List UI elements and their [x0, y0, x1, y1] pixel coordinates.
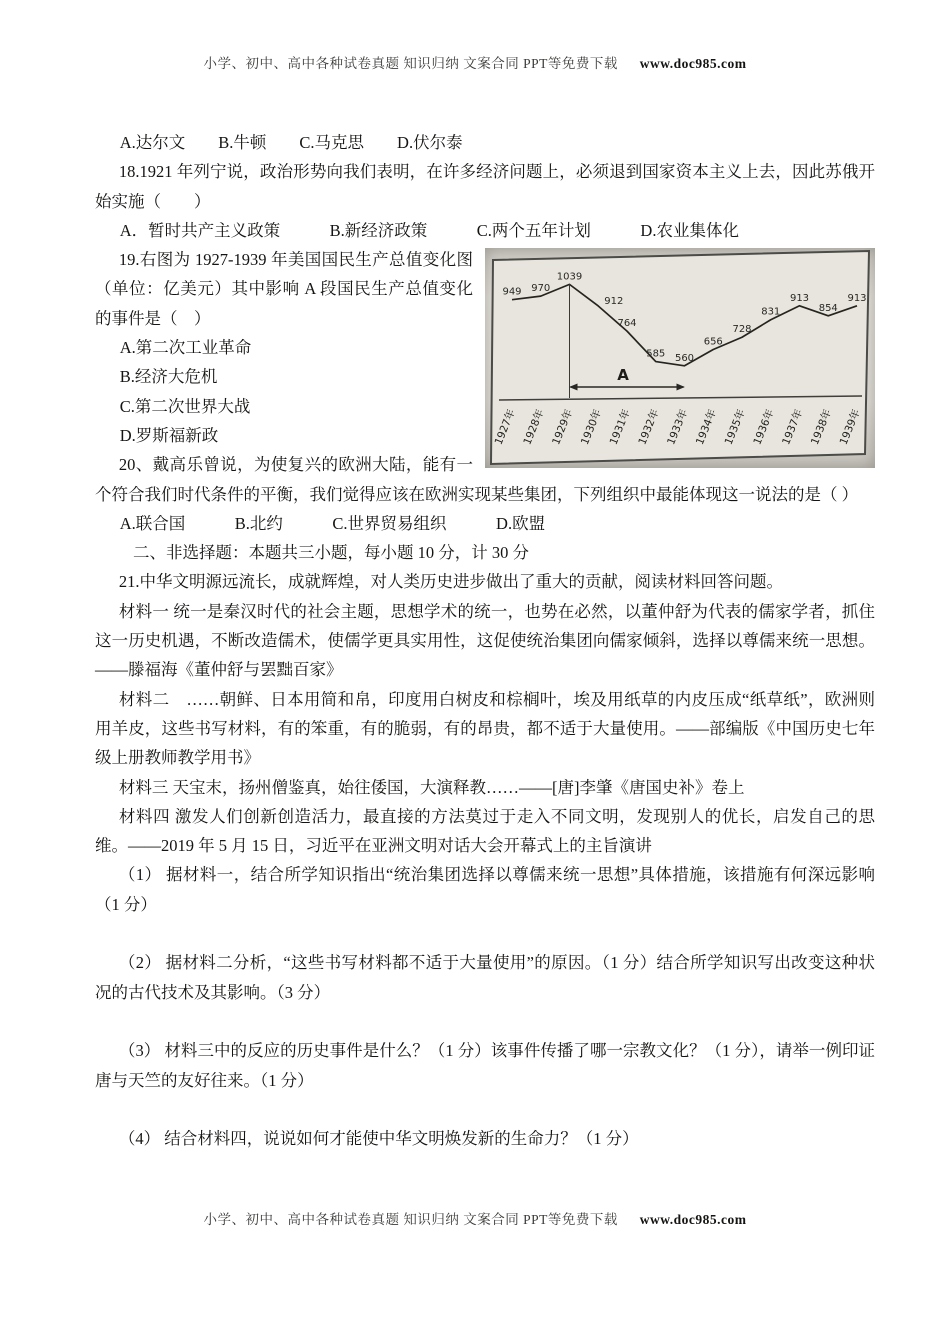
gnp-chart-photo — [485, 248, 875, 468]
q19-option-d: D.罗斯福新政 — [119, 425, 219, 445]
q18-options: A．暂时共产主义政策 B.新经济政策 C.两个五年计划 D.农业集体化 — [119, 220, 739, 240]
svg-text:949: 949 — [502, 286, 522, 298]
svg-text:1933年: 1933年 — [665, 407, 691, 447]
svg-text:1939年: 1939年 — [837, 407, 863, 447]
svg-text:854: 854 — [818, 303, 838, 315]
sub-question-4: （4） 结合材料四，说说如何才能使中华文明焕发新的生命力？（1 分） — [118, 1129, 639, 1149]
svg-text:764: 764 — [617, 318, 637, 330]
header-url: www.doc985.com — [639, 56, 747, 71]
svg-text:831: 831 — [761, 306, 781, 318]
svg-text:1935年: 1935年 — [722, 407, 748, 447]
svg-text:656: 656 — [703, 336, 723, 348]
material-4: 材料四 激发人们创新创造活力，最直接的方法莫过于走入不同文明，发现别人的优长，启发自己的思维。——2019 年 5 月 15 日，习近平在亚洲文明对话大会开幕式上的主旨演讲 — [95, 806, 875, 856]
svg-text:560: 560 — [674, 352, 695, 364]
svg-text:1938年: 1938年 — [808, 407, 835, 447]
q20-options: A.联合国 B.北约 C.世界贸易组织 D.欧盟 — [119, 513, 546, 533]
footer-url: www.doc985.com — [639, 1212, 747, 1227]
header-text: 小学、初中、高中各种试卷真题 知识归纳 文案合同 PPT等免费下载 — [203, 56, 618, 71]
exam-content — [95, 128, 875, 1153]
svg-text:1934年: 1934年 — [693, 407, 720, 447]
material-1: 材料一 统一是秦汉时代的社会主题，思想学术的统一，也势在必然，以董仲舒为代表的儒家学者，抓住这一历史机遇，不断改造儒术，使儒学更具实用性，这促使统治集团向儒家倾斜，选择以尊儒来统一思想。——滕福海《董仲舒与罢黜百家》 — [95, 601, 875, 680]
svg-text:912: 912 — [604, 296, 624, 308]
sub-question-2: （2） 据材料二分析，“这些书写材料都不适于大量使用”的原因。（1 分）结合所学知识写出改变这种状况的古代技术及其影响。（3 分） — [95, 953, 875, 1002]
material-2: 材料二 ……朝鲜、日本用简和帛，印度用白树皮和棕榈叶，埃及用纸草的内皮压成“纸草纸”，欧洲则用羊皮，这些书写材料，有的笨重，有的脆弱，有的昂贵，都不适于大量使用。——部编版《中国历史七年级上册教师教学用书》 — [95, 689, 875, 768]
svg-text:728: 728 — [732, 324, 752, 336]
page-footer — [0, 1208, 950, 1228]
svg-text:1936年: 1936年 — [751, 407, 777, 447]
svg-text:585: 585 — [646, 348, 666, 360]
sub-question-3: （3） 材料三中的反应的历史事件是什么？（1 分）该事件传播了哪一宗教文化？（1 分），请举一例印证唐与天竺的友好往来。（1 分） — [95, 1041, 875, 1090]
section2-heading: 二、非选择题：本题共三小题，每小题 10 分，计 30 分 — [132, 543, 529, 563]
material-3: 材料三 天宝末，扬州僧鉴真，始往倭国，大演释教……——[唐]李肇《唐国史补》卷上 — [118, 777, 745, 797]
gnp-line-chart — [485, 248, 875, 468]
svg-text:913: 913 — [847, 292, 867, 304]
svg-text:1927年: 1927年 — [492, 407, 518, 447]
q19-text: 19.右图为 1927-1939 年美国国民生产总值变化图（单位：亿美元）其中影响 A 段国民生产总值变化的事件是（ ） — [95, 250, 473, 328]
q17-options: A.达尔文 B.牛顿 C.马克思 D.伏尔泰 — [119, 133, 463, 152]
svg-text:913: 913 — [789, 292, 810, 304]
svg-text:1928年: 1928年 — [521, 407, 547, 447]
page-header — [0, 52, 950, 72]
svg-text:970: 970 — [531, 283, 551, 295]
q19-option-b: B.经济大危机 — [119, 367, 218, 387]
q19-option-c: C.第二次世界大战 — [119, 396, 251, 416]
footer-text: 小学、初中、高中各种试卷真题 知识归纳 文案合同 PPT等免费下载 — [203, 1212, 618, 1227]
q20-text: 20、戴高乐曾说，为使复兴的欧洲大陆，能有一个符合我们时代条件的平衡，我们觉得应该在欧洲实现某些集团，下列组织中最能体现这一说法的是（ ） — [95, 455, 859, 504]
svg-text:A: A — [617, 366, 629, 385]
svg-text:1929年: 1929年 — [550, 407, 576, 447]
svg-text:1932年: 1932年 — [636, 407, 662, 447]
q19-block — [95, 245, 875, 509]
q19-option-a: A.第二次工业革命 — [119, 338, 252, 358]
q18-text: 18.1921 年列宁说，政治形势向我们表明，在许多经济问题上，必须退到国家资本主义上去，因此苏俄开始实施（ ） — [95, 162, 875, 211]
svg-text:1931年: 1931年 — [607, 407, 633, 447]
svg-text:1930年: 1930年 — [578, 407, 605, 447]
q21-intro: 21.中华文明源远流长，成就辉煌，对人类历史进步做出了重大的贡献，阅读材料回答问题。 — [118, 572, 784, 592]
svg-text:1039: 1039 — [556, 271, 583, 283]
sub-question-1: （1） 据材料一，结合所学知识指出“统治集团选择以尊儒来统一思想”具体措施，该措施有何深远影响（1 分） — [95, 865, 875, 914]
svg-text:1937年: 1937年 — [780, 407, 806, 447]
